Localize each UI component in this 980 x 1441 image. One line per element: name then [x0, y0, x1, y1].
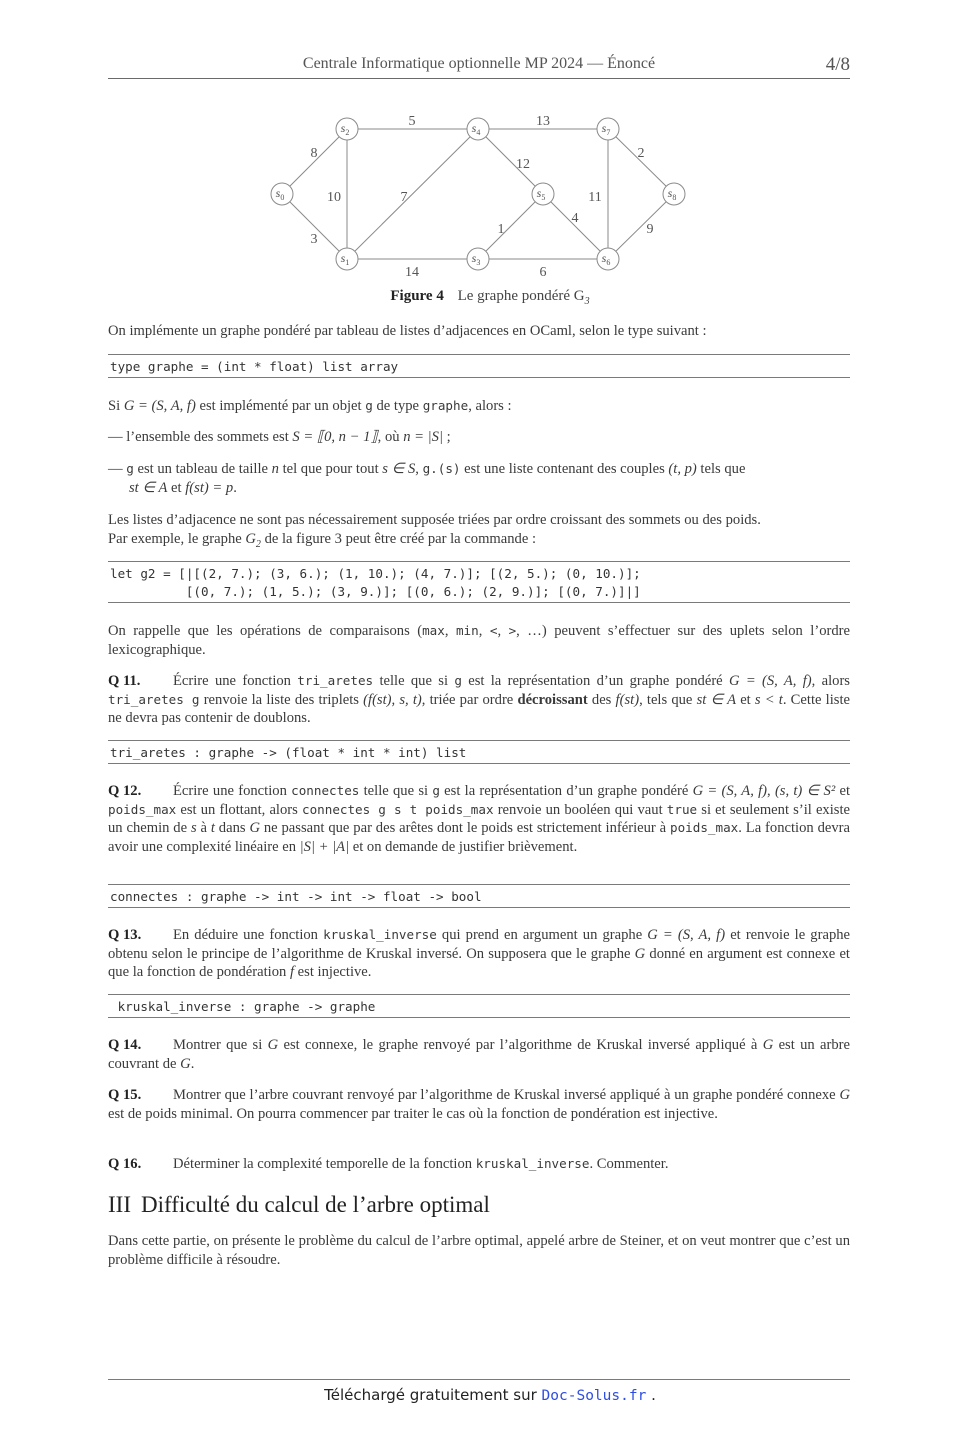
- graph-node-s5: [532, 183, 554, 205]
- footer: Téléchargé gratuitement sur Doc-Solus.fr .: [324, 1386, 656, 1404]
- edge-weight-label: 7: [400, 190, 408, 205]
- header-title: Centrale Informatique optionnelle MP 2024 — Énoncé: [302, 55, 656, 72]
- edge-weight-label: 5: [408, 114, 416, 129]
- intro-paragraph: On implémente un graphe pondéré par tableau de listes d’adjacences en OCaml, selon le type suivant :: [108, 323, 707, 339]
- question-15: Q 15. Montrer que l’arbre couvrant renvoyé par l’algorithme de Kruskal inversé appliqué à un graphe pondéré connexe G est de poids minimal. On pourra commencer par traiter le cas où la fonction de pondération est injective.: [108, 1087, 850, 1122]
- edge-weight-label: 13: [536, 114, 550, 129]
- edge-weight-label: 12: [516, 157, 530, 172]
- graph-edge-s3-s5: [486, 202, 535, 251]
- section-intro-paragraph: Dans cette partie, on présente le problème du calcul de l’arbre optimal, appelé arbre de Steiner, et on veut montrer que c’est un problème difficile à résoudre.: [108, 1233, 850, 1268]
- question-13: Q 13. En déduire une fonction kruskal_inverse qui prend en argument un graphe G = (S, A, f) et renvoie le graphe obtenu selon le principe de l’algorithme de Kruskal inversé. On supposera que le graphe G donné en argument est connexe et que la fonction de pondération f est injective.: [108, 927, 851, 980]
- question-12: Q 12. Écrire une fonction connectes telle que si g est la représentation d’un graphe pondéré G = (S, A, f), (s, t) ∈ S² et poids_max est un flottant, alors connectes g s t poids_max renvoie un booléen qui vaut true si et seulement s’il existe un chemin de s à t dans G ne passant que par des arêtes dont le poids est strictement inférieur à poids_max. La fonction devra avoir une complexité linéaire en |S| + |A| et on demande de justifier brièvement.: [108, 783, 850, 855]
- node-label: $s_1$: [340, 251, 350, 267]
- implementation-paragraph: Si G = (S, A, f) est implémenté par un objet g de type graphe, alors :: [108, 398, 512, 414]
- node-label: $s_2$: [340, 121, 350, 137]
- comparison-paragraph: On rappelle que les opérations de comparaisons (max, min, <, >, …) peuvent s’effectuer sur des uplets selon l’ordre lexicographique.: [108, 623, 851, 658]
- graph-edge-s7-s8: [616, 137, 666, 187]
- graph-edge-s6-s8: [616, 202, 666, 252]
- question-label: Q 11.: [108, 673, 141, 689]
- example-code: let g2 = [|[(2, 7.); (3, 6.); (1, 10.); (4, 7.)]; [(2, 5.); (0, 10.)]; [(0, 7.); (1, 5.); (3, 9.)]; [(0, 6.); (2, 9.)]; [(0, 7.)]|]: [108, 561, 850, 603]
- node-label: $s_4$: [471, 121, 481, 137]
- footer-divider: [108, 1379, 850, 1380]
- graph-node-s4: [467, 118, 489, 140]
- question-label: Q 12.: [108, 783, 142, 799]
- question-14: Q 14. Montrer que si G est connexe, le graphe renvoyé par l’algorithme de Kruskal inversé appliqué à G est un arbre couvrant de G.: [108, 1037, 850, 1072]
- graph-node-s3: [467, 248, 489, 270]
- section-title: Difficulté du calcul de l’arbre optimal: [140, 1192, 490, 1217]
- figure-caption: [0, 288, 980, 307]
- type-declaration-code: type graphe = (int * float) list array: [108, 354, 850, 378]
- weighted-graph-figure: [260, 108, 700, 308]
- question-label: Q 14.: [108, 1037, 142, 1053]
- graph-node-s0: [271, 183, 293, 205]
- doc-solus-link[interactable]: Doc-Solus.fr: [541, 1388, 647, 1404]
- graph-node-s7: [597, 118, 619, 140]
- graph-edge-s1-s4: [355, 137, 470, 252]
- edge-weight-label: 9: [646, 222, 654, 237]
- edge-weight-label: 11: [588, 190, 602, 205]
- edge-weight-label: 1: [497, 222, 505, 237]
- connectes-signature: connectes : graphe -> int -> int -> float -> bool: [108, 884, 850, 908]
- edge-weight-label: 6: [539, 265, 547, 280]
- graph-node-s8: [663, 183, 685, 205]
- figure-caption-sub: 3: [584, 296, 590, 307]
- graph-node-s6: [597, 248, 619, 270]
- question-label: Q 15.: [108, 1087, 142, 1103]
- edge-weight-label: 3: [310, 232, 318, 247]
- graph-edge-s5-s6: [551, 202, 600, 251]
- question-16: Q 16. Déterminer la complexité temporelle de la fonction kruskal_inverse. Commenter.: [108, 1156, 669, 1172]
- tri-aretes-signature: tri_aretes : graphe -> (float * int * int) list: [108, 740, 850, 764]
- graph-node-s2: [336, 118, 358, 140]
- edge-weight-label: 14: [405, 265, 419, 280]
- node-label: $s_3$: [471, 251, 481, 267]
- node-label: $s_8$: [667, 186, 677, 202]
- edge-weight-label: 8: [310, 146, 318, 161]
- page-number: 4/8: [825, 54, 850, 75]
- bullet-vertices: — l’ensemble des sommets est S = ⟦0, n − 1⟧, où n = |S| ;: [108, 429, 451, 445]
- edge-weight-label: 10: [327, 190, 341, 205]
- question-11: Q 11. Écrire une fonction tri_aretes telle que si g est la représentation d’un graphe pondéré G = (S, A, f), alors tri_aretes g renvoie la liste des triplets (f(st), s, t), triée par ordre décroissant des f(st), tels que st ∈ A et s < t. Cette liste ne devra pas contenir de doublons.: [108, 673, 850, 726]
- question-label: Q 13.: [108, 927, 142, 943]
- section-heading: [108, 1192, 490, 1218]
- node-label: $s_7$: [601, 121, 611, 137]
- figure-label: Figure 4: [390, 288, 444, 304]
- footer-text: Téléchargé gratuitement sur: [324, 1386, 542, 1404]
- bullet-adjacency: — g est un tableau de taille n tel que pour tout s ∈ S, g.(s) est une liste contenant des couples (t, p) tels que st ∈ A et f(st) = p.: [108, 461, 746, 496]
- graph-node-s1: [336, 248, 358, 270]
- node-label: $s_6$: [601, 251, 611, 267]
- page-header: [108, 54, 850, 79]
- edge-weight-label: 2: [637, 146, 645, 161]
- example-paragraph: Les listes d’adjacence ne sont pas nécessairement supposée triées par ordre croissant des sommets ou des poids. Par exemple, le graphe $G_2$ de la figure 3 peut être créé par la commande :: [108, 512, 761, 550]
- graph-edge-s0-s2: [290, 137, 339, 186]
- node-label: $s_5$: [536, 186, 546, 202]
- edge-weight-label: 4: [571, 211, 579, 226]
- node-label: $s_0$: [275, 186, 285, 202]
- section-number: III: [108, 1192, 131, 1217]
- question-label: Q 16.: [108, 1156, 142, 1172]
- kruskal-inverse-signature: kruskal_inverse : graphe -> graphe: [108, 994, 850, 1018]
- figure-caption-text: Le graphe pondéré G: [457, 288, 585, 304]
